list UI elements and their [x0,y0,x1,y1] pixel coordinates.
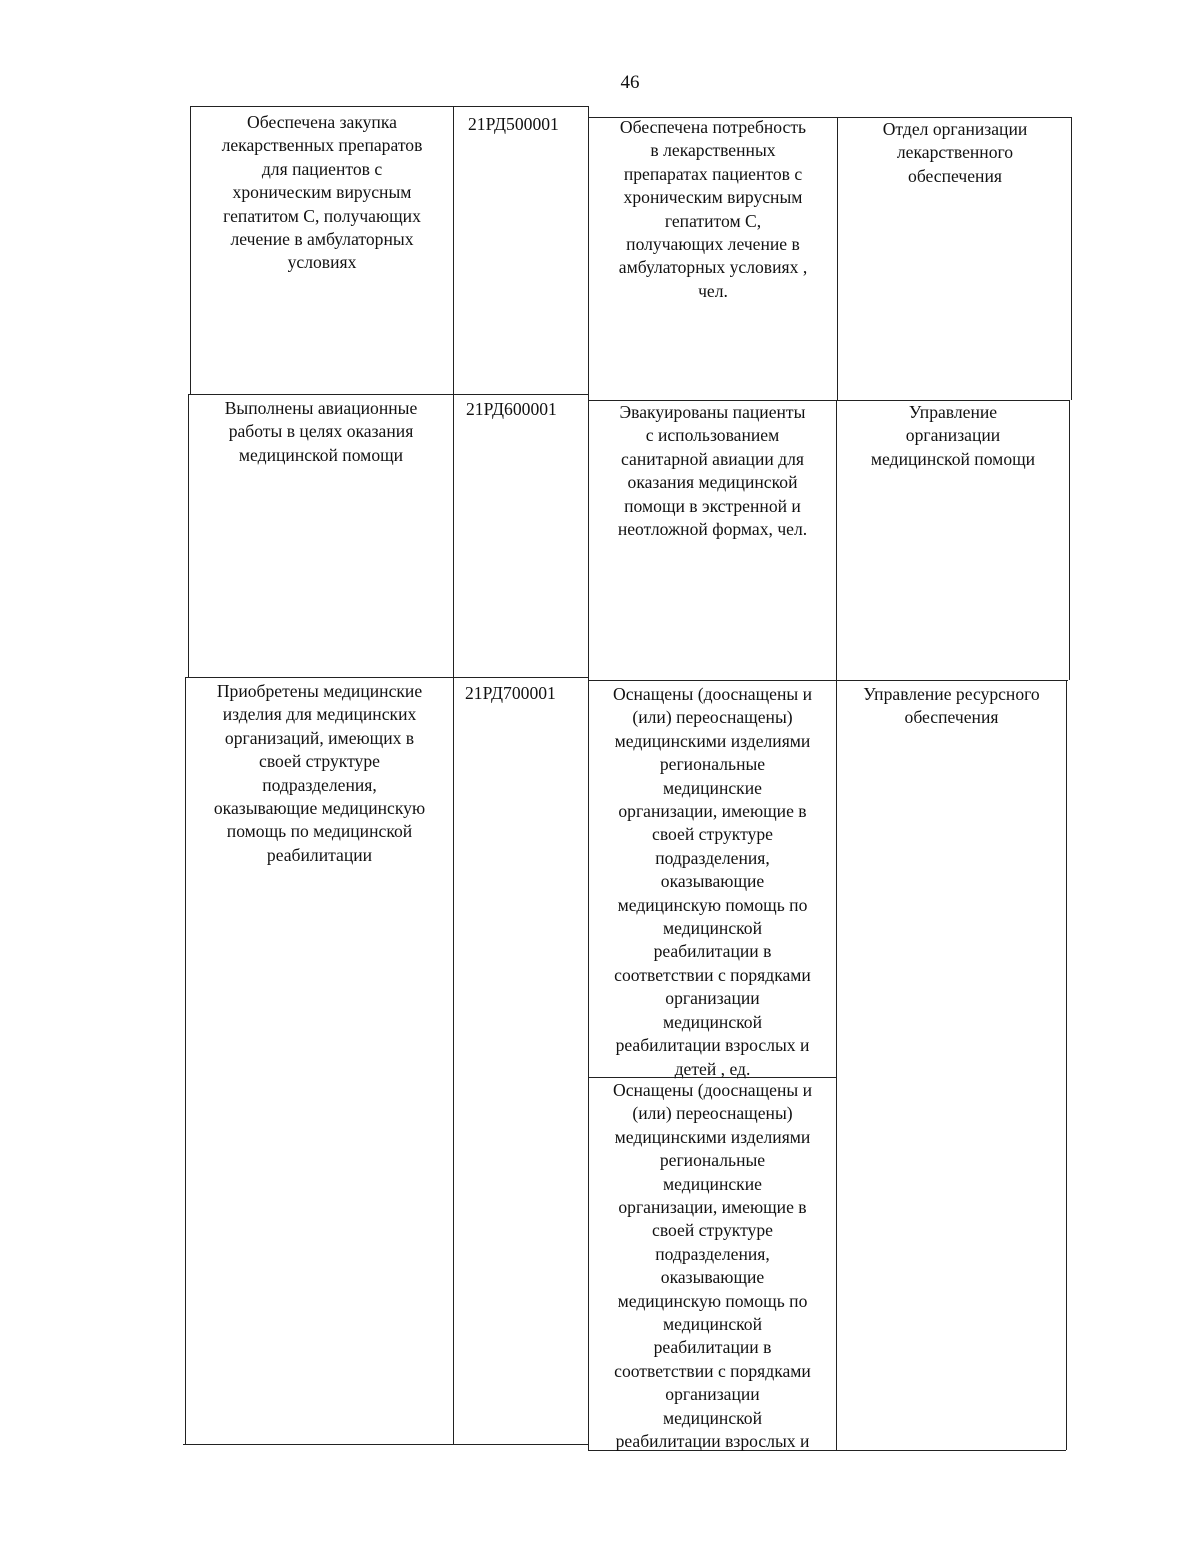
row-3-indicator-2: Оснащены (дооснащены и (или) переоснащены) медицинскими изделиями региональные медицинские организации, имеющие в своей структуре подразделения, оказывающие медицинскую помощь по медицинской реабилитации в соответствии с порядками организации медицинской реабилитации взрослых и [612,1080,812,1452]
column-divider-3b [836,400,837,1450]
row-divider-1-left [188,394,588,395]
row-2-result: Выполнены авиационные работы в целях оказания медицинской помощи [224,398,418,465]
row-divider-2-left [186,677,588,678]
row-2-indicator: Эвакуированы пациенты с использованием санитарной авиации для оказания медицинской помощи в экстренной и неотложной формах, чел. [617,402,808,540]
row-divider-2-right [588,680,1068,681]
row-1-indicator: Обеспечена потребность в лекарственных препаратах пациентов с хроническим вирусным гепатитом С, получающих лечение в амбулаторных условиях , чел. [618,117,808,301]
row-3-indicator-1: Оснащены (дооснащены и (или) переоснащены) медицинскими изделиями региональные медицинские организации, имеющие в своей структуре подразделения, оказывающие медицинскую помощь по медицинской реабилитации в соответствии с порядками организации медицинской реабилитации взрослых и детей , ед. [612,684,812,1079]
row-3-code: 21РД700001 [465,683,556,703]
table-top-border-left [190,106,588,107]
table-right-border-1 [1071,117,1072,400]
table-right-border-2 [1069,400,1070,680]
page-number: 46 [620,72,640,93]
row-2-responsible: Управление организации медицинской помощи [870,402,1036,469]
row-1-responsible: Отдел организации лекарственного обеспечения [882,119,1028,186]
table-bottom-border-left [183,1444,588,1445]
column-divider-3a [837,117,838,400]
row-3-result: Приобретены медицинские изделия для медицинских организаций, имеющих в своей структуре подразделения, оказывающие медицинскую помощь по медицинской реабилитации [213,681,426,865]
row-2-code: 21РД600001 [466,399,557,419]
row-1-code: 21РД500001 [468,114,559,134]
row-1-result: Обеспечена закупка лекарственных препаратов для пациентов с хроническим вирусным гепатитом С, получающих лечение в амбулаторных условиях [221,112,423,273]
column-divider-1 [453,106,454,1445]
table-right-border-3 [1066,680,1067,1450]
row-3-responsible: Управление ресурсного обеспечения [863,684,1040,728]
